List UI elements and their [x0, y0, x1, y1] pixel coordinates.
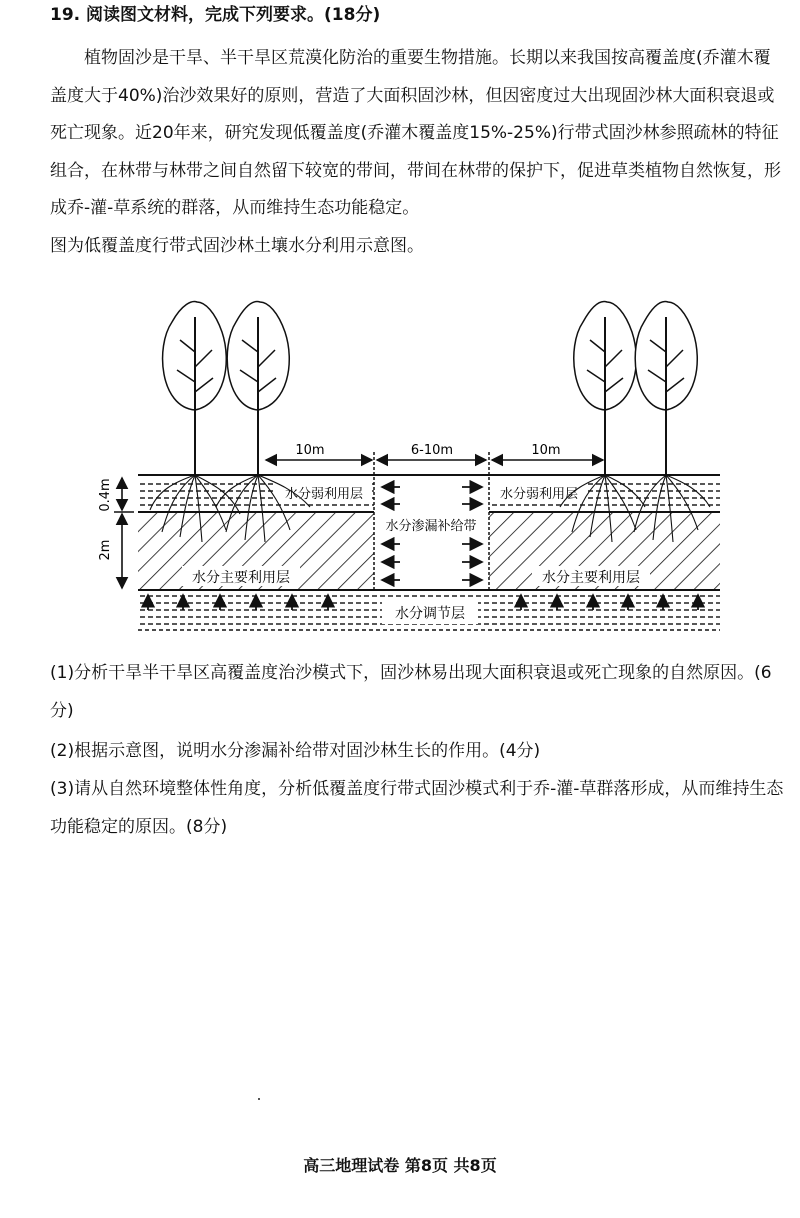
tree-right-1: [574, 302, 637, 475]
weak-layer-label-right: 水分弱利用层: [499, 487, 579, 502]
stray-dot: [258, 1098, 260, 1100]
seepage-band-label: 水分渗漏补给带: [385, 519, 477, 534]
sub-question-3: (3)请从自然环境整体性角度，分析低覆盖度行带式固沙模式利于乔-灌-草群落形成，从而维持生态功能稳定的原因。(8分): [50, 779, 784, 837]
question-title: 19. 阅读图文材料，完成下列要求。(18分): [50, 5, 381, 25]
tree-right-2: [635, 302, 697, 475]
width-right-label: 10m: [531, 443, 561, 458]
sub-question-2: (2)根据示意图，说明水分渗漏补给带对固沙林生长的作用。(4分): [50, 741, 541, 761]
width-middle-label: 6-10m: [410, 443, 454, 458]
material-text: 植物固沙是干旱、半干旱区荒漠化防治的重要生物措施。长期以来我国按高覆盖度(乔灌木覆盖度大于40%)治沙效果好的原则，营造了大面积固沙林，但因密度过大出现固沙林大面积衰退或死亡现象。近20年来，研究发现低覆盖度(乔灌木覆盖度15%-25%)行带式固沙林参照疏林的特征组合，在林带与林带之间自然留下较宽的带间，带间在林带的保护下，促进草类植物自然恢复，形成乔-灌-草系统的群落，从而维持生态功能稳定。: [50, 48, 781, 218]
regulation-layer-label: 水分调节层: [395, 606, 465, 622]
figure-caption: 图为低覆盖度行带式固沙林土壤水分利用示意图。: [50, 235, 424, 256]
depth-main-label: 2m: [98, 539, 113, 561]
page-footer: 高三地理试卷 第8页 共8页: [303, 1156, 497, 1175]
tree-left-1: [163, 302, 227, 475]
main-layer-label-right: 水分主要利用层: [542, 570, 640, 586]
sub-question-1: (1)分析干旱半干旱区高覆盖度治沙模式下，固沙林易出现大面积衰退或死亡现象的自然原因。(6分): [50, 663, 772, 721]
soil-water-diagram: [100, 292, 740, 642]
material-paragraph: [50, 40, 785, 265]
depth-top-label: 0.4m: [98, 478, 113, 512]
width-left-label: 10m: [295, 443, 325, 458]
depth-dimensions: [114, 478, 134, 588]
tree-left-2: [227, 302, 289, 475]
weak-layer-label-left: 水分弱利用层: [284, 487, 364, 502]
main-layer-label-left: 水分主要利用层: [192, 570, 290, 586]
